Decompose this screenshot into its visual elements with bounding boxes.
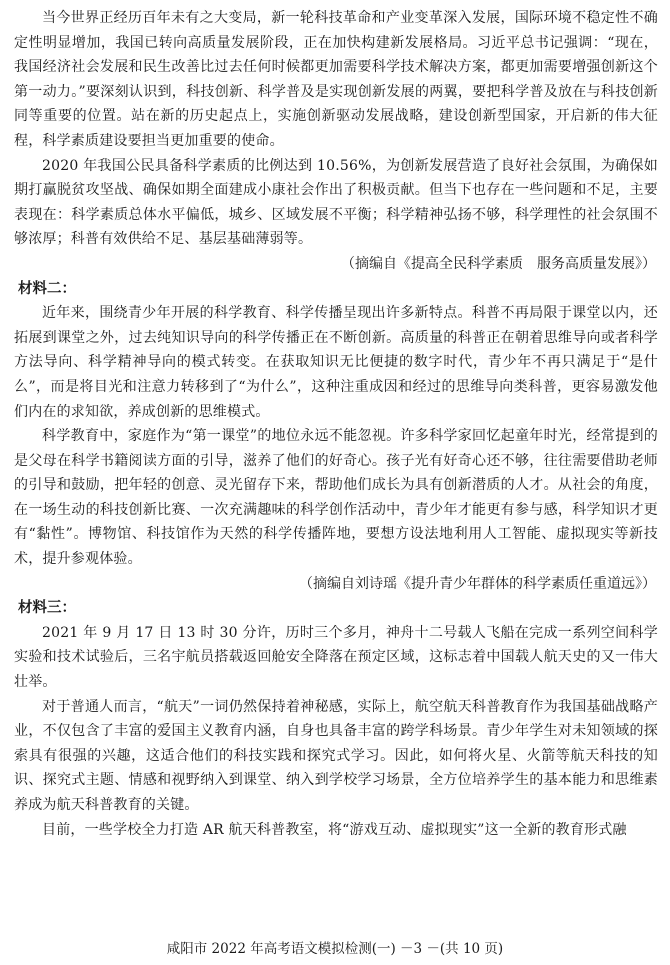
material1-paragraph-2: 2020 年我国公民具备科学素质的比例达到 10.56%，为创新发展营造了良好社会氛围，为确保如期打赢脱贫攻坚战、确保如期全面建成小康社会作出了积极贡献。但当下也存在一些问题和不足，主要表现在：科学素质总体水平偏低，城乡、区域发展不平衡；科学精神弘扬不够，科学理性的社会氛围不够浓厚；科普有效供给不足、基层基础薄弱等。 — [14, 157, 658, 248]
document-body — [14, 6, 658, 842]
material1-paragraph-1: 当今世界正经历百年未有之大变局，新一轮科技革命和产业变革深入发展，国际环境不稳定性不确定性明显增加，我国已转向高质量发展阶段，正在加快构建新发展格局。习近平总书记强调：“现在，我国经济社会发展和民生改善比过去任何时候都更加需要科学技术解决方案，都更加需要增强创新这个第一动力。”要深刻认识到，科技创新、科学普及是实现创新发展的两翼，要把科学普及放在与科技创新同等重要的位置。站在新的历史起点上，实施创新驱动发展战略，建设创新型国家，开启新的伟大征程，科学素质建设要担当更加重要的使命。 — [14, 10, 658, 149]
material3-paragraph-2: 对于普通人而言，“航天”一词仍然保持着神秘感，实际上，航空航天科普教育作为我国基础战略产业，不仅包含了丰富的爱国主义教育内涵，自身也具备丰富的跨学科场景。青少年学生对未知领域的探索具有很强的兴趣，这适合他们的科技实践和探究式学习。因此，如何将火星、火箭等航天科技的知识、探究式主题、情感和视野纳入到课堂、纳入到学校学习场景，全方位培养学生的基本能力和思维素养成为航天科普教育的关键。 — [14, 698, 658, 813]
page-footer: 咸阳市 2022 年高考语文模拟检测(一) －3 －(共 10 页) — [166, 941, 504, 957]
material2-source: （摘编自刘诗瑶《提升青少年群体的科学素质任重道远》） — [299, 575, 656, 592]
material3-paragraph-1: 2021 年 9 月 17 日 13 时 30 分许，历时三个多月，神舟十二号载人飞船在完成一系列空间科学实验和技术试验后，三名宇航员搭载返回舱安全降落在预定区域，这标志着中国载人航天史的又一伟大壮举。 — [14, 624, 658, 691]
material3-paragraph-3: 目前，一些学校全力打造 AR 航天科普教室，将“游戏互动、虚拟现实”这一全新的教育形式融 — [42, 821, 627, 838]
material2-heading: 材料二： — [18, 280, 76, 297]
material2-paragraph-2: 科学教育中，家庭作为“第一课堂”的地位永远不能忽视。许多科学家回忆起童年时光，经常提到的是父母在科学书籍阅读方面的引导，滋养了他们的好奇心。孩子光有好奇心还不够，往往需要借助老师的引导和鼓励，把年轻的创意、灵光留存下来，帮助他们成长为具有创新潜质的人才。从社会的角度，在一场生动的科技创新比赛、一次充满趣味的科学创作活动中，青少年才能更有参与感，科学知识才更有“黏性”。博物馆、科技馆作为天然的科学传播阵地，要想方设法地利用人工智能、虚拟现实等新技术，提升参观体验。 — [14, 428, 658, 568]
material2-paragraph-1: 近年来，围绕青少年开展的科学教育、科学传播呈现出许多新特点。科普不再局限于课堂以内，还拓展到课堂之外，过去纯知识导向的科学传播正在不断创新。高质量的科普正在朝着思维导向或者科学方法导向、科学精神导向的模式转变。在获取知识无比便捷的数字时代，青少年不再只满足于“是什么”，而是将目光和注意力转移到了“为什么”，这种注重成因和经过的思维导向类科普，更容易激发他们内在的求知欲，养成创新的思维模式。 — [14, 305, 658, 420]
material3-heading: 材料三： — [18, 600, 76, 617]
material1-source: （摘编自《提高全民科学素质 服务高质量发展》） — [341, 255, 656, 272]
